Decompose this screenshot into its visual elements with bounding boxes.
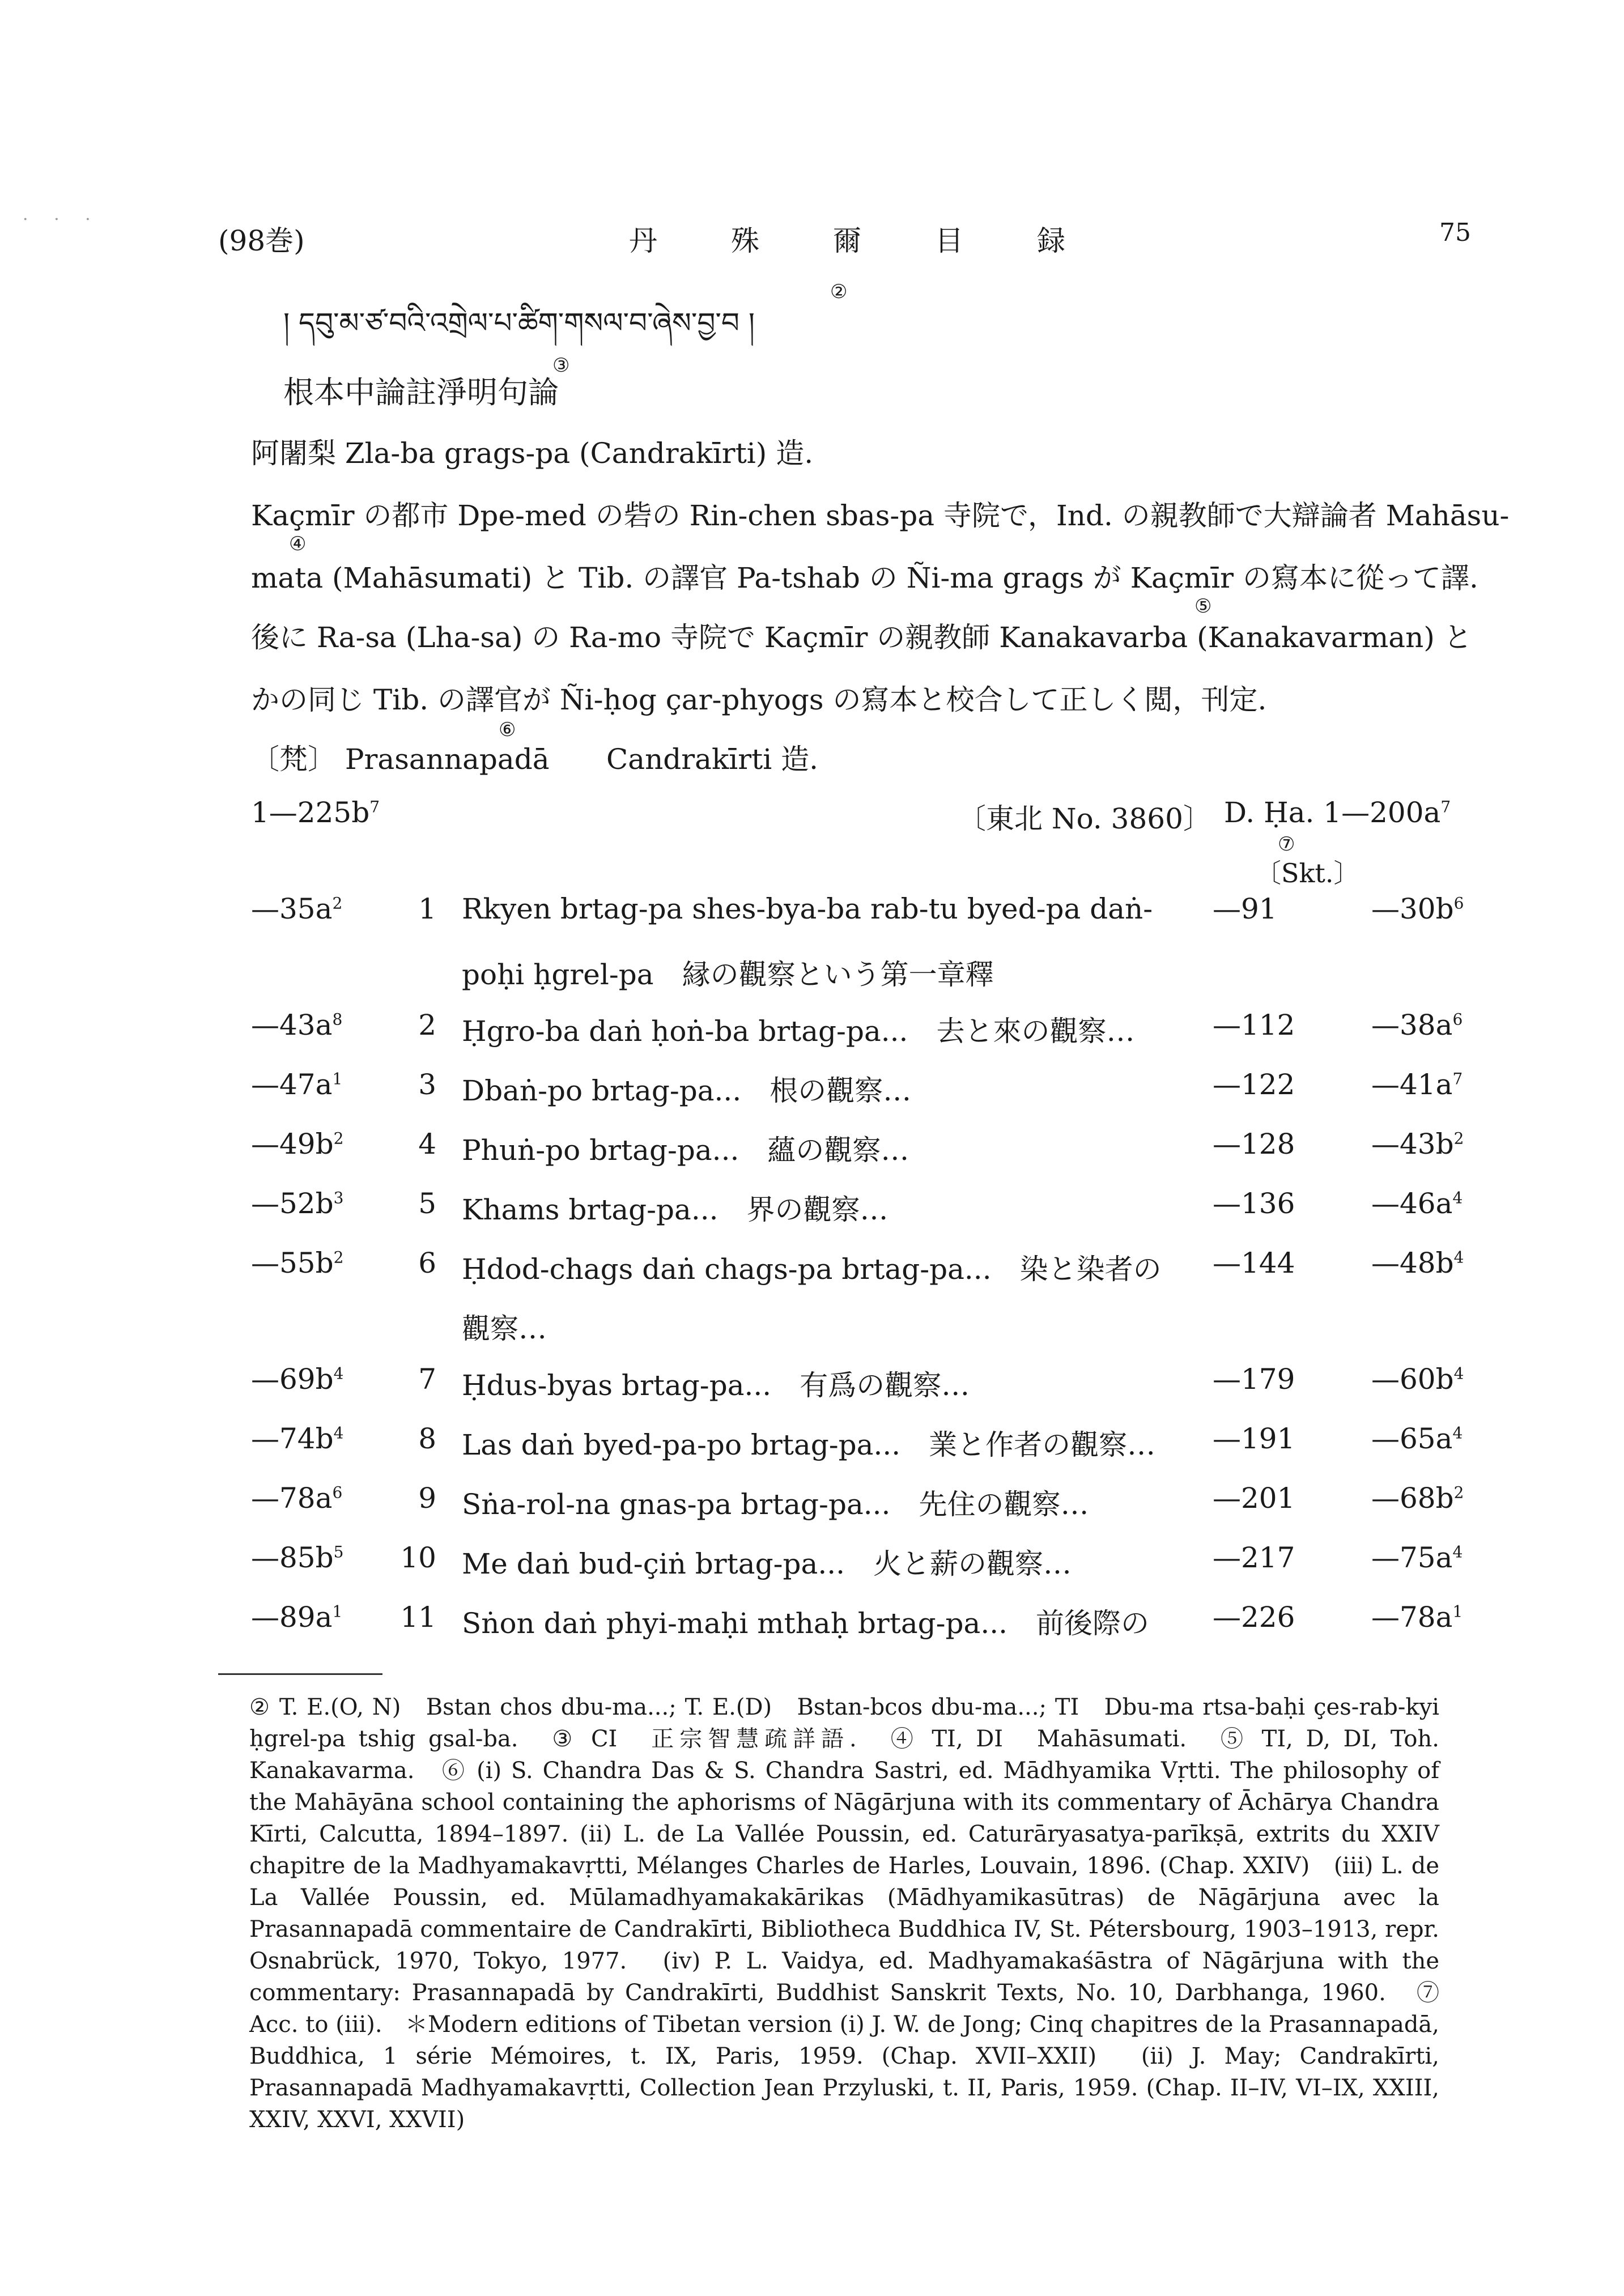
- skt-folio-sup: 2: [1453, 1129, 1464, 1148]
- chapter-number: 1: [418, 892, 436, 925]
- chapter-peking-folio: [251, 1187, 343, 1220]
- chapter-number: 6: [418, 1247, 436, 1279]
- chapter-derge-page: —112: [1213, 1009, 1295, 1041]
- chapter-peking-folio: [251, 1541, 343, 1574]
- chapter-title: Sṅon daṅ phyi-maḥi mthaḥ brtag-pa... 前後際の: [462, 1607, 1150, 1640]
- chapter-derge-page: —144: [1213, 1247, 1295, 1279]
- chapter-title: Rkyen brtag-pa shes-bya-ba rab-tu byed-pa daṅ-: [462, 892, 1153, 925]
- footnote-mark-6: ⑥: [499, 718, 516, 741]
- skt-folio-text: —78a: [1371, 1601, 1453, 1634]
- footnote-rule: [218, 1673, 382, 1675]
- chapter-skt-folio: [1371, 1363, 1464, 1396]
- chapter-skt-folio: [1371, 1541, 1463, 1574]
- translation-line-2-rest: (Mahāsumati) と Tib. の譯官 Pa-tshab の Ñi-ma grags が Kaçmīr の寫本に從って譯.: [323, 562, 1478, 594]
- skt-folio-text: —75a: [1371, 1541, 1453, 1574]
- skt-folio-text: —48b: [1371, 1247, 1454, 1279]
- chapter-peking-folio: [251, 1601, 342, 1634]
- margin-dots: · · ·: [23, 210, 101, 229]
- translation-line-3-rest: (Kanakavarman) と: [1188, 621, 1472, 654]
- chapter-title-continued: poḥi ḥgrel-pa 縁の觀察という第一章釋: [462, 958, 994, 991]
- chapter-number: 4: [418, 1128, 436, 1160]
- peking-folio-text: —78a: [251, 1482, 333, 1515]
- chapter-derge-page: —217: [1213, 1541, 1295, 1574]
- chapter-skt-folio: [1371, 1247, 1464, 1279]
- chapter-number: 5: [418, 1187, 436, 1220]
- chapter-peking-folio: [251, 1363, 343, 1396]
- footnotes: ② T. E.(O, N) Bstan chos dbu-ma...; T. E.(D) Bstan-bcos dbu-ma...; TI Dbu-ma rtsa-baḥi çes-rab-kyi ḥgrel-pa tshig gsal-ba. ③ CI 正宗智慧疏詳語. ④ TI, DI Mahāsumati. ⑤ TI, D, DI, Toh. Kanakavarma. ⑥ (i) S. Chandra Das & S. Chandra Sastri, ed. Mādhyamika Vṛtti. The philosophy of the Mahāyāna school containing the aphorisms of Nāgārjuna with its commentary of Āchārya Chandra Kīrti, Calcutta, 1894–1897. (ii) L. de La Vallée Poussin, ed. Caturāryasatya-parīkṣā, extrits du XXIV chapitre de la Madhyamakavṛtti, Mélanges Charles de Harles, Louvain, 1896. (Chap. XXIV) (iii) L. de La Vallée Poussin, ed. Mūlamadhyamakakārikas (Mādhyamikasūtras) de Nāgārjuna avec la Prasannapadā commentaire de Candrakīrti, Bibliotheca Buddhica IV, St. Pétersbourg, 1903–1913, repr. Osnabrück, 1970, Tokyo, 1977. (iv) P. L. Vaidya, ed. Madhyamakaśāstra of Nāgārjuna with the commentary: Prasannapadā by Candrakīrti, Buddhist Sanskrit Texts, No. 10, Darbhanga, 1960. ⑦ Acc. to (iii). ＊Modern editions of Tibetan version (i) J. W. de Jong; Cinq chapitres de la Prasannapadā, Buddhica, 1 série Mémoires, t. IX, Paris, 1959. (Chap. XVII–XXII) (ii) J. May; Candrakīrti, Prasannapadā Madhyamakavṛtti, Collection Jean Przyluski, t. II, Paris, 1959. (Chap. II–IV, VI–IX, XXIII, XXIV, XXVI, XXVII): [249, 1694, 1462, 2133]
- skt-folio-text: —43b: [1371, 1128, 1454, 1160]
- peking-range-text: 1—225b: [251, 796, 370, 829]
- derge-range-sup: 7: [1440, 797, 1451, 817]
- peking-folio-text: —47a: [251, 1068, 333, 1101]
- skt-folio-text: —46a: [1371, 1187, 1453, 1220]
- chapter-peking-folio: [251, 1482, 342, 1515]
- peking-folio-text: —69b: [251, 1363, 334, 1396]
- chapter-skt-folio: [1371, 1187, 1463, 1220]
- tibetan-title: ། དབུ་མ་ཙ་བའི་འགྲེལ་པ་ཚིག་གསལ་བ་ཞེས་བྱ་བ །: [283, 307, 755, 339]
- skt-folio-text: —30b: [1371, 892, 1454, 925]
- skt-folio-text: —41a: [1371, 1068, 1453, 1101]
- skt-folio-sup: 4: [1453, 1364, 1464, 1383]
- skt-folio-sup: 4: [1452, 1188, 1463, 1207]
- chapter-title: Phuṅ-po brtag-pa... 蘊の觀察…: [462, 1134, 909, 1167]
- skt-folio-sup: 4: [1452, 1423, 1463, 1443]
- peking-folio-sup: 1: [332, 1069, 343, 1089]
- japanese-title: 根本中論註淨明句論: [283, 375, 559, 410]
- footnote-mark-4: ④: [289, 533, 307, 555]
- chapter-number: 9: [418, 1482, 436, 1515]
- peking-range-sup: 7: [369, 797, 380, 817]
- page-header-title: 丹 殊 爾 目 録: [629, 224, 1088, 257]
- skt-folio-text: —65a: [1371, 1422, 1453, 1455]
- chapter-derge-page: —128: [1213, 1128, 1295, 1160]
- chapter-derge-page: —91: [1213, 892, 1277, 925]
- peking-folio-sup: 4: [333, 1364, 344, 1383]
- peking-folio-sup: 3: [333, 1188, 344, 1207]
- chapter-derge-page: —136: [1213, 1187, 1295, 1220]
- chapter-number: 10: [400, 1541, 436, 1574]
- chapter-derge-page: —179: [1213, 1363, 1295, 1396]
- peking-folio-text: —85b: [251, 1541, 334, 1574]
- skt-folio-text: —38a: [1371, 1009, 1453, 1041]
- peking-range: [251, 796, 380, 829]
- peking-folio-text: —89a: [251, 1601, 333, 1634]
- peking-folio-sup: 2: [333, 1248, 344, 1267]
- peking-folio-sup: 6: [332, 1483, 343, 1502]
- chapter-skt-folio: [1371, 1422, 1463, 1455]
- chapter-number: 3: [418, 1068, 436, 1101]
- peking-folio-sup: 2: [332, 894, 343, 913]
- translation-line-1: Kaçmīr の都市 Dpe-med の砦の Rin-chen sbas-pa 寺院で，Ind. の親教師で大辯論者 Mahāsu-: [251, 499, 1510, 532]
- chapter-derge-page: —226: [1213, 1601, 1295, 1634]
- footnote-mark-5: ⑤: [1194, 595, 1212, 618]
- skt-column-label: 〔Skt.〕: [1255, 858, 1360, 888]
- chapter-title: Ḥdod-chags daṅ chags-pa brtag-pa... 染と染者の: [462, 1253, 1162, 1286]
- chapter-skt-folio: [1371, 1009, 1463, 1041]
- peking-folio-text: —35a: [251, 892, 333, 925]
- footnote-mark-3: ③: [552, 354, 570, 377]
- mata-text: mata: [251, 562, 324, 594]
- chapter-derge-page: —191: [1213, 1422, 1295, 1455]
- chapter-title: Ḥdus-byas brtag-pa... 有爲の觀察…: [462, 1369, 970, 1402]
- chapter-derge-page: —122: [1213, 1068, 1295, 1101]
- footnote-mark-7: ⑦: [1278, 833, 1295, 856]
- peking-folio-text: —52b: [251, 1187, 334, 1220]
- skt-folio-text: —68b: [1371, 1482, 1454, 1515]
- chapter-peking-folio: [251, 1128, 343, 1160]
- peking-folio-text: —55b: [251, 1247, 334, 1279]
- kanakavarba-text: 後に Ra-sa (Lha-sa) の Ra-mo 寺院で Kaçmīr の親教師 Kanakavarba: [251, 621, 1188, 654]
- peking-folio-text: —43a: [251, 1009, 333, 1041]
- chapter-number: 7: [418, 1363, 436, 1396]
- chapter-skt-folio: [1371, 1482, 1464, 1515]
- tohoku-number: 〔東北 No. 3860〕: [958, 802, 1211, 835]
- skt-folio-sup: 6: [1453, 894, 1464, 913]
- skt-folio-text: —60b: [1371, 1363, 1454, 1396]
- footnote-mark-2: ②: [830, 280, 848, 303]
- chapter-skt-folio: [1371, 1068, 1463, 1101]
- chapter-skt-folio: [1371, 1128, 1464, 1160]
- chapter-title: Ḥgro-ba daṅ ḥoṅ-ba brtag-pa... 去と來の觀察…: [462, 1015, 1135, 1048]
- translation-line-4: かの同じ Tib. の譯官が Ñi-ḥog çar-phyogs の寫本と校合して正しく閲，刊定.: [251, 683, 1267, 716]
- skt-folio-sup: 1: [1452, 1602, 1463, 1621]
- chapter-title: Sṅa-rol-na gnas-pa brtag-pa... 先住の觀察…: [462, 1488, 1089, 1521]
- sanskrit-title-line: 〔梵〕 Prasannapadā: [251, 743, 550, 776]
- chapter-peking-folio: [251, 892, 342, 925]
- peking-folio-text: —49b: [251, 1128, 334, 1160]
- page-number: 75: [1439, 218, 1471, 247]
- skt-folio-sup: 4: [1453, 1248, 1464, 1267]
- volume-label: (98巻): [218, 224, 305, 257]
- chapter-skt-folio: [1371, 1601, 1463, 1634]
- author-line: 阿闍梨 Zla-ba grags-pa (Candrakīrti) 造.: [251, 437, 814, 470]
- peking-folio-sup: 2: [333, 1129, 344, 1148]
- skt-folio-sup: 2: [1453, 1483, 1464, 1502]
- skt-folio-sup: 7: [1452, 1069, 1463, 1089]
- chapter-peking-folio: [251, 1009, 342, 1041]
- chapter-number: 11: [400, 1601, 436, 1634]
- skt-folio-sup: 4: [1452, 1542, 1463, 1562]
- derge-range-text: D. Ḥa. 1—200a: [1224, 796, 1441, 829]
- peking-folio-sup: 4: [333, 1423, 344, 1443]
- chapter-peking-folio: [251, 1422, 343, 1455]
- chapter-title-continued: 觀察…: [462, 1312, 547, 1345]
- chapter-skt-folio: [1371, 892, 1464, 925]
- chapter-number: 8: [418, 1422, 436, 1455]
- chapter-title: Las daṅ byed-pa-po brtag-pa... 業と作者の觀察…: [462, 1428, 1156, 1461]
- chapter-derge-page: —201: [1213, 1482, 1295, 1515]
- sanskrit-author: Candrakīrti 造.: [606, 743, 819, 776]
- peking-folio-sup: 1: [332, 1602, 343, 1621]
- derge-range: [1224, 796, 1451, 829]
- chapter-peking-folio: [251, 1247, 343, 1279]
- skt-folio-sup: 6: [1452, 1010, 1463, 1029]
- chapter-peking-folio: [251, 1068, 342, 1101]
- chapter-number: 2: [418, 1009, 436, 1041]
- chapter-title: Me daṅ bud-çiṅ brtag-pa... 火と薪の觀察…: [462, 1547, 1072, 1580]
- translation-line-2: [251, 555, 1478, 596]
- peking-folio-sup: 5: [333, 1542, 344, 1562]
- peking-folio-text: —74b: [251, 1422, 334, 1455]
- peking-folio-sup: 8: [332, 1010, 343, 1029]
- chapter-title: Khams brtag-pa... 界の觀察…: [462, 1193, 888, 1226]
- translation-line-3: [251, 615, 1472, 656]
- chapter-title: Dbaṅ-po brtag-pa... 根の觀察…: [462, 1074, 912, 1107]
